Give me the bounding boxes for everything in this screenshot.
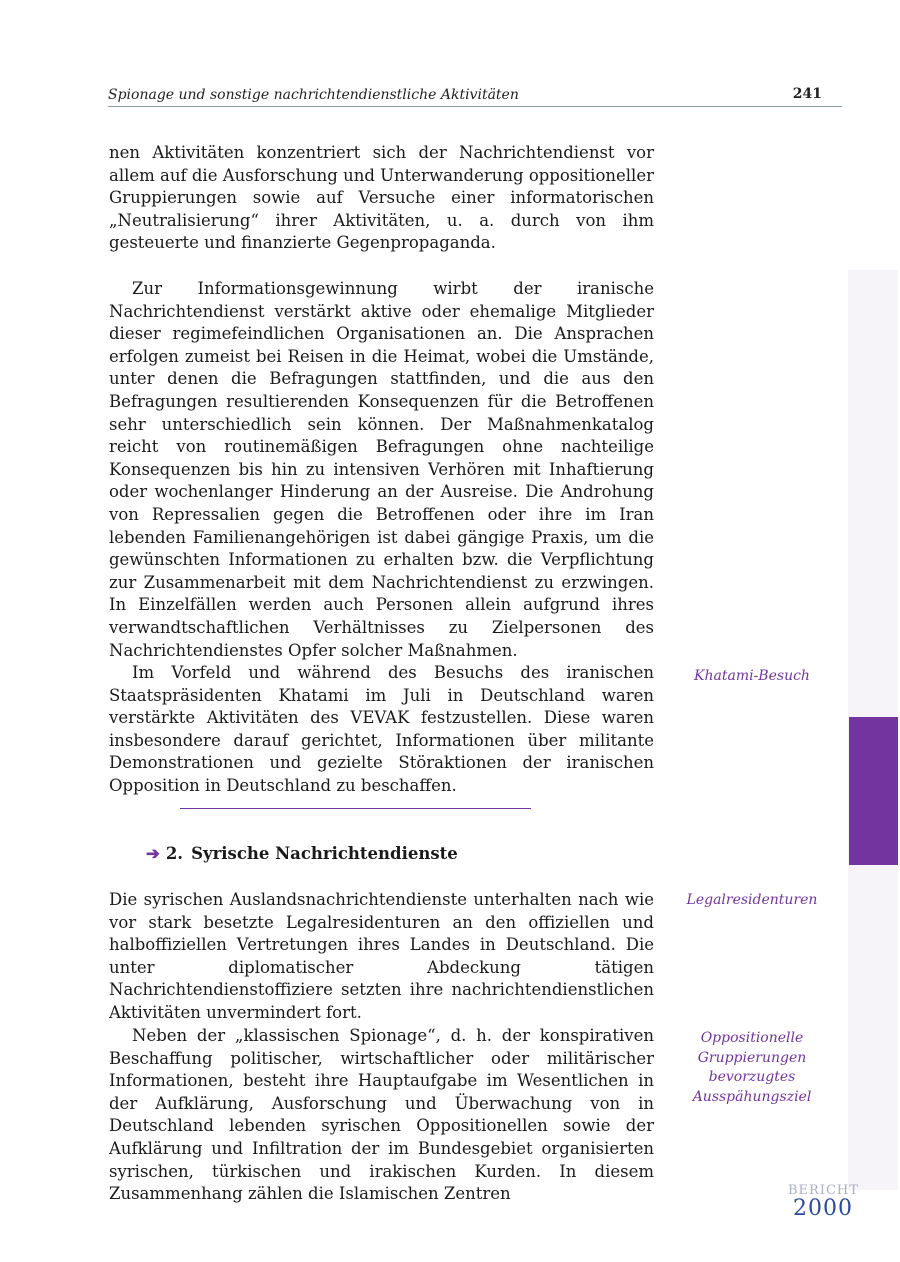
header-title: Spionage und sonstige nachrichtendienstliche Aktivitäten [108,87,519,103]
paragraph-1: nen Aktivitäten konzentriert sich der Nachrichtendienst vor allem auf die Ausforschung und Unterwanderung oppositioneller Gruppierungen sowie auf Versuche einer informatorischen „Neutralisierung“ ihrer Aktivitäten, u. a. durch von ihm gesteuerte und finanzierte Gegenpropaganda. [109,143,654,253]
paragraph-4: Die syrischen Auslandsnachrichtendienste unterhalten nach wie vor stark besetzte Legalresidenturen an den offiziellen und halboffiziellen Vertretungen ihres Landes in Deutschland. Die unter diplomatischer Abdeckung tätigen Nachrichtendienstoffiziere setzten ihre nachrichtendienstlichen Aktivitäten unvermindert fort. [109,890,654,1022]
chapter-tab-marker [849,717,898,865]
bericht-2000-logo [788,1184,858,1220]
section-heading [146,844,458,863]
paragraph-2: Zur Informationsgewinnung wirbt der iranische Nachrichtendienst verstärkt aktive oder ehemalige Mitglieder dieser regimefeindlichen Organisationen an. Die Ansprachen erfolgen zumeist bei Reisen in die Heimat, wobei die Umstände, unter denen die Befragungen stattfinden, und die aus den Befragungen resultierenden Konsequenzen für die Betroffenen sehr unterschiedlich sein können. Der Maßnahmenkatalog reicht von routinemäßigen Befragungen ohne nachteilige Konsequenzen bis hin zu intensiven Verhören mit Inhaftierung oder wochenlanger Hinderung an der Ausreise. Die Androhung von Repressalien gegen die Betroffenen oder ihre im Iran lebenden Familienangehörigen ist dabei gängige Praxis, um die gewünschten Informationen zu erhalten bzw. die Verpflichtung zur Zusammenarbeit mit dem Nachrichtendienst zu erzwingen. In Einzelfällen werden auch Personen allein aufgrund ihres verwandtschaftlichen Verhältnisses zu Zielpersonen des Nachrichtendienstes Opfer solcher Maßnahmen. [109,279,654,660]
margin-note-legalresidenturen: Legalresidenturen [686,892,818,908]
section-title: Syrische Nachrichtendienste [191,844,458,863]
arrow-right-icon: ➔ [146,844,160,863]
paragraph-5: Neben der „klassischen Spionage“, d. h. der konspirativen Beschaffung politischer, wirtschaftlicher oder militärischer Informationen, besteht ihre Hauptaufgabe im Wesentlichen in der Aufklärung, Ausforschung und Überwachung von in Deutschland lebenden syrischen Oppositionellen sowie der Aufklärung und Infiltration der im Bundesgebiet organisierten syrischen, türkischen und irakischen Kurden. In diesem Zusammenhang zählen die Islamischen Zentren [109,1026,654,1204]
logo-year: 2000 [793,1196,853,1221]
margin-note-khatami: Khatami-Besuch [694,668,810,684]
running-header [108,86,842,107]
section-number: 2. [165,844,184,863]
section-divider [180,808,531,809]
page-number: 241 [792,86,822,102]
paragraph-3: Im Vorfeld und während des Besuchs des iranischen Staatspräsidenten Khatami im Juli in Deutschland waren verstärkte Aktivitäten des VEVAK festzustellen. Diese waren insbesondere darauf gerichtet, Informationen über militante Demonstrationen und gezielte Störaktionen der iranischen Opposition in Deutschland zu beschaffen. [109,663,654,795]
logo-word: BERICHT [788,1183,859,1198]
margin-note-opposition: Oppositionelle Gruppierungen bevorzugtes Ausspähungsziel [692,1030,812,1105]
